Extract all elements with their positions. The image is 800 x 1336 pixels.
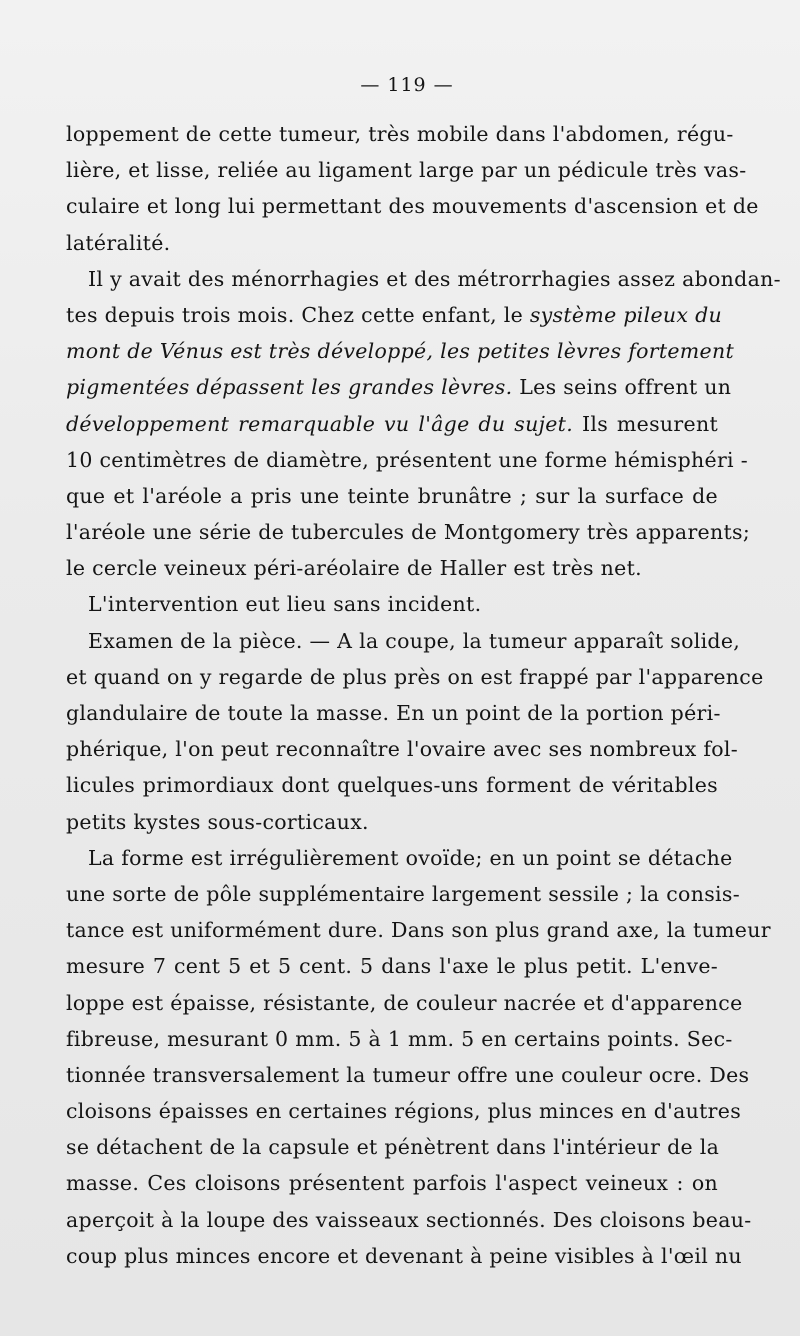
- text-line: latéralité.: [66, 230, 171, 255]
- text-line: cloisons épaisses en certaines régions, plus minces en d'autres: [66, 1099, 742, 1124]
- text-line: La forme est irrégulièrement ovoïde; en un point se détache: [88, 845, 733, 870]
- text-line: glandulaire de toute la masse. En un point de la portion péri-: [66, 701, 721, 725]
- text-line: mesure 7 cent 5 et 5 cent. 5 dans l'axe le plus petit. L'enve-: [66, 954, 718, 979]
- text-line: pigmentées dépassent les grandes lèvres. Les seins offrent un: [66, 375, 732, 400]
- text-line: L'intervention eut lieu sans incident.: [88, 592, 482, 617]
- text-line: loppement de cette tumeur, très mobile dans l'abdomen, régu-: [66, 122, 734, 146]
- paragraph: [66, 261, 781, 587]
- text-line: culaire et long lui permettant des mouvements d'ascension et de: [66, 194, 759, 219]
- text-line: une sorte de pôle supplémentaire largement sessile ; la consis-: [66, 881, 740, 906]
- text-line: fibreuse, mesurant 0 mm. 5 à 1 mm. 5 en certains points. Sec-: [66, 1026, 733, 1051]
- text-line: coup plus minces encore et devenant à peine visibles à l'œil nu: [66, 1243, 742, 1268]
- text-line: aperçoit à la loupe des vaisseaux sectionnés. Des cloisons beau-: [66, 1207, 752, 1232]
- text-line: petits kystes sous-corticaux.: [66, 809, 369, 834]
- paragraph: [66, 623, 764, 840]
- text-line: le cercle veineux péri-aréolaire de Haller est très net.: [66, 556, 642, 581]
- text-line: tance est uniformément dure. Dans son plus grand axe, la tumeur: [66, 918, 771, 943]
- text-line: 10 centimètres de diamètre, présentent une forme hémisphéri -: [66, 447, 748, 472]
- text-line: développement remarquable vu l'âge du sujet. Ils mesurent: [66, 411, 719, 436]
- paragraph: [66, 840, 771, 1274]
- text-line: tionnée transversalement la tumeur offre une couleur ocre. Des: [66, 1062, 750, 1087]
- text-line: que et l'aréole a pris une teinte brunâtre ; sur la surface de: [66, 483, 718, 508]
- text-line: lière, et lisse, reliée au ligament large par un pédicule très vas-: [66, 158, 747, 183]
- paragraph: [66, 116, 759, 261]
- text-line: loppe est épaisse, résistante, de couleur nacrée et d'apparence: [66, 990, 743, 1015]
- body-text: [66, 116, 781, 1274]
- paragraph: [66, 586, 718, 622]
- text-line: Il y avait des ménorrhagies et des métrorrhagies assez abondan-: [88, 266, 781, 291]
- text-line: Examen de la pièce. — A la coupe, la tumeur apparaît solide,: [88, 628, 741, 653]
- text-line: phérique, l'on peut reconnaître l'ovaire avec ses nombreux fol-: [66, 737, 738, 762]
- text-line: mont de Vénus est très développé, les petites lèvres fortement: [66, 339, 735, 364]
- text-line: tes depuis trois mois. Chez cette enfant, le système pileux du: [66, 302, 722, 327]
- text-line: masse. Ces cloisons présentent parfois l'aspect veineux : on: [66, 1171, 718, 1196]
- text-line: et quand on y regarde de plus près on est frappé par l'apparence: [66, 664, 764, 689]
- text-line: se détachent de la capsule et pénètrent dans l'intérieur de la: [66, 1135, 720, 1160]
- text-line: l'aréole une série de tubercules de Montgomery très apparents;: [66, 520, 751, 545]
- page-number: — 119 —: [360, 74, 454, 96]
- text-line: licules primordiaux dont quelques-uns forment de véritables: [66, 773, 718, 798]
